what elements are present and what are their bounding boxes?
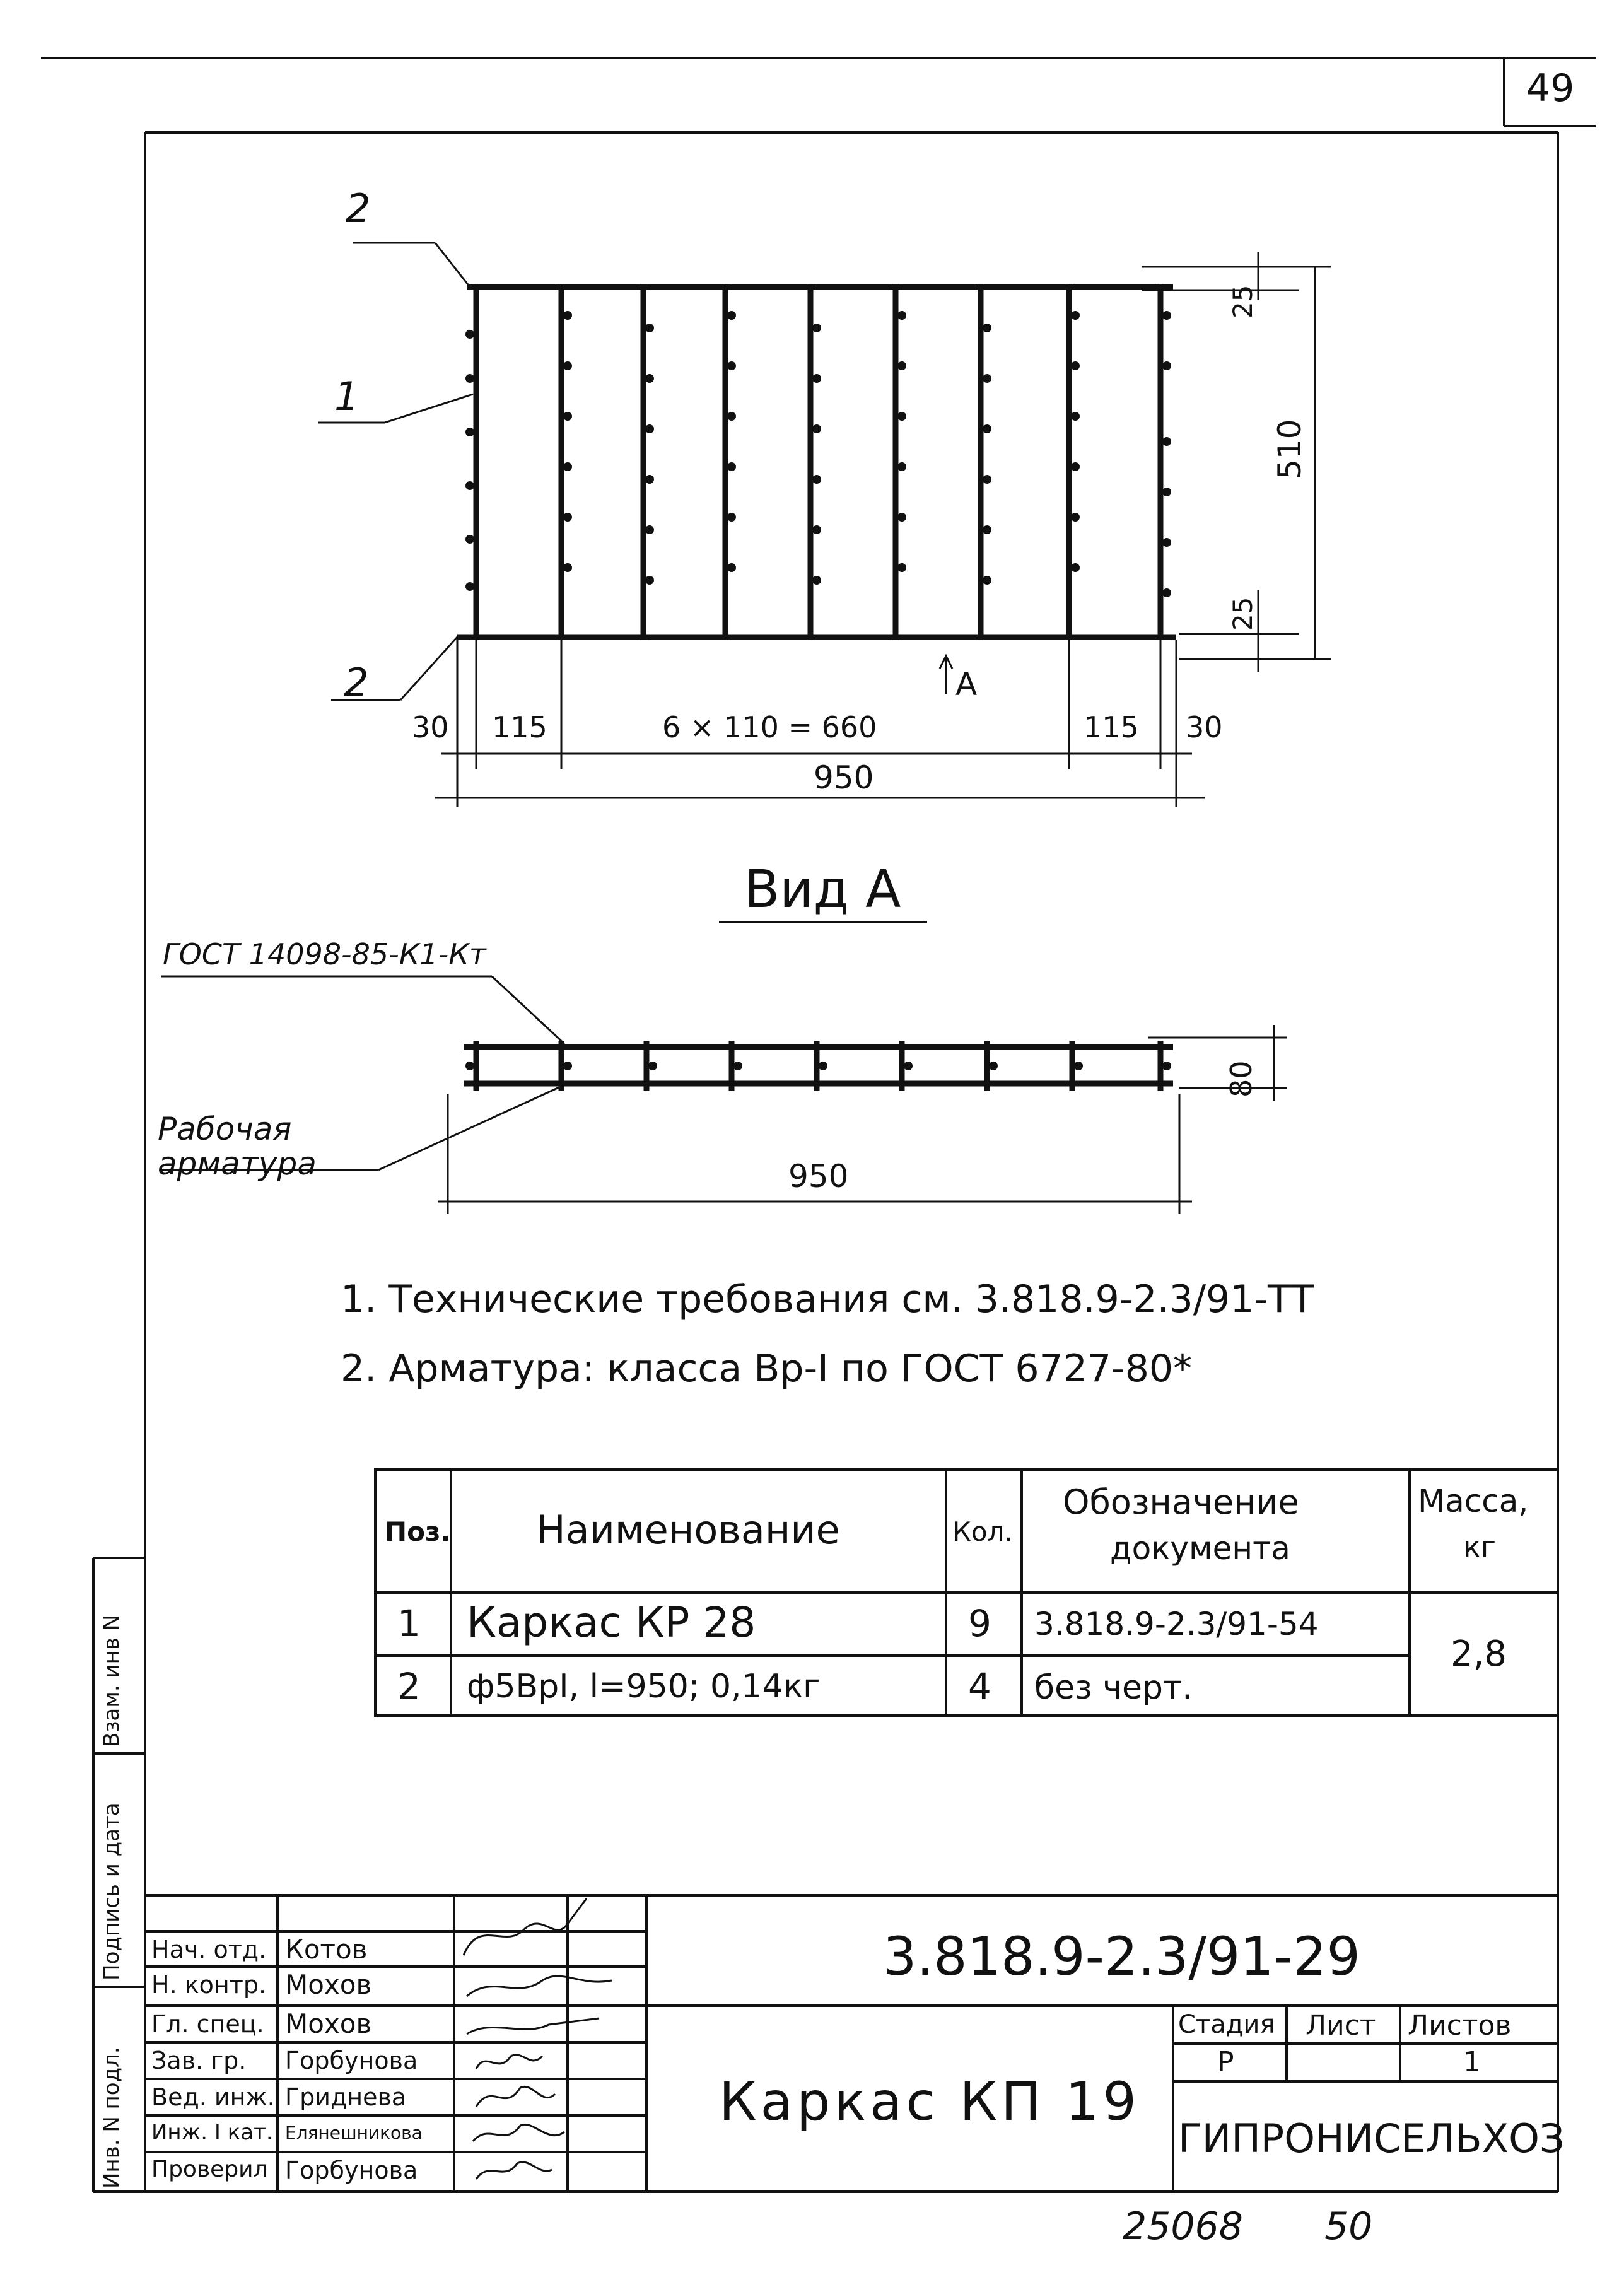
rebar-label-line2: арматура xyxy=(158,1145,317,1182)
dim-510: 510 xyxy=(1271,419,1308,479)
gost-note: ГОСТ 14098-85-К1-Кт xyxy=(163,937,486,971)
dim-950-plan: 950 xyxy=(814,759,874,796)
position-label-bottom: 2 xyxy=(344,660,369,706)
name-1: Котов xyxy=(285,1934,368,1965)
role-7: Проверил xyxy=(151,2156,268,2182)
dim-115-left: 115 xyxy=(492,710,547,744)
name-2: Мохов xyxy=(285,1969,372,2000)
product-name: Каркас КП 19 xyxy=(719,2071,1140,2132)
table-header-pos: Поз. xyxy=(385,1516,451,1547)
table-row-1-pos: 1 xyxy=(397,1602,421,1645)
table-row-1-doc: 3.818.9-2.3/91-54 xyxy=(1034,1606,1319,1642)
organization: ГИПРОНИСЕЛЬХОЗ xyxy=(1178,2115,1565,2161)
role-2: Н. контр. xyxy=(151,1971,267,1999)
table-header-qty: Кол. xyxy=(952,1516,1013,1547)
stage-value: Р xyxy=(1217,2046,1234,2078)
page-number: 49 xyxy=(1526,66,1575,110)
role-1: Нач. отд. xyxy=(151,1936,267,1963)
table-header-doc-line2: документа xyxy=(1110,1530,1290,1567)
side-stamp-replace-inv: Взам. инв N xyxy=(99,1614,124,1747)
sheets-label: Листов xyxy=(1408,2009,1512,2042)
dim-25-bottom: 25 xyxy=(1227,597,1258,631)
signatures xyxy=(464,1898,612,2179)
table-header-mass-line1: Масса, xyxy=(1418,1483,1529,1519)
view-arrow-label: A xyxy=(955,666,978,703)
table-header-doc-line1: Обозначение xyxy=(1063,1482,1299,1522)
dim-30-left: 30 xyxy=(412,710,449,744)
role-4: Зав. гр. xyxy=(151,2047,247,2074)
position-label-side: 1 xyxy=(334,373,359,419)
table-header-name: Наименование xyxy=(536,1507,840,1553)
dim-30-right: 30 xyxy=(1186,710,1223,744)
table-row-2-name: ф5ВрI, l=950; 0,14кг xyxy=(467,1668,821,1705)
table-row-1-name: Каркас КР 28 xyxy=(467,1598,756,1647)
bottom-note-right: 50 xyxy=(1324,2204,1373,2249)
dim-80: 80 xyxy=(1224,1060,1258,1097)
note-2: 2. Арматура: класса Вр-I по ГОСТ 6727-80* xyxy=(341,1347,1193,1391)
table-row-2-qty: 4 xyxy=(968,1665,991,1708)
role-6: Инж. I кат. xyxy=(151,2120,273,2145)
name-7: Горбунова xyxy=(285,2156,418,2184)
note-1: 1. Технические требования см. 3.818.9-2.3/91-ТТ xyxy=(341,1277,1314,1321)
role-5: Вед. инж. xyxy=(151,2083,275,2111)
table-row-2-doc: без черт. xyxy=(1034,1669,1193,1707)
name-5: Гриднева xyxy=(285,2083,407,2111)
side-stamp-signature-date: Подпись и дата xyxy=(99,1803,124,1980)
table-row-1-qty: 9 xyxy=(968,1602,991,1645)
table-row-2-pos: 2 xyxy=(397,1665,421,1708)
dim-115-right: 115 xyxy=(1084,710,1139,744)
rebar-label-line1: Рабочая xyxy=(158,1111,292,1147)
stage-label: Стадия xyxy=(1178,2010,1275,2039)
role-3: Гл. спец. xyxy=(151,2010,264,2038)
dim-25-top: 25 xyxy=(1227,284,1258,319)
sheets-value: 1 xyxy=(1463,2046,1481,2078)
name-3: Мохов xyxy=(285,2008,372,2039)
name-6: Елянешникова xyxy=(285,2122,423,2143)
position-label-top: 2 xyxy=(346,185,371,231)
bottom-note-left: 25068 xyxy=(1123,2204,1243,2249)
dim-950-view: 950 xyxy=(788,1158,849,1195)
table-header-mass-line2: кг xyxy=(1463,1530,1496,1564)
sheet-label: Лист xyxy=(1306,2009,1376,2042)
side-stamp-original-inv: Инв. N подл. xyxy=(99,2047,124,2189)
name-4: Горбунова xyxy=(285,2047,418,2074)
table-mass-value: 2,8 xyxy=(1451,1634,1507,1675)
document-code: 3.818.9-2.3/91-29 xyxy=(883,1926,1360,1987)
view-a-title: Вид А xyxy=(744,860,901,920)
dim-6x110: 6 × 110 = 660 xyxy=(662,710,877,744)
